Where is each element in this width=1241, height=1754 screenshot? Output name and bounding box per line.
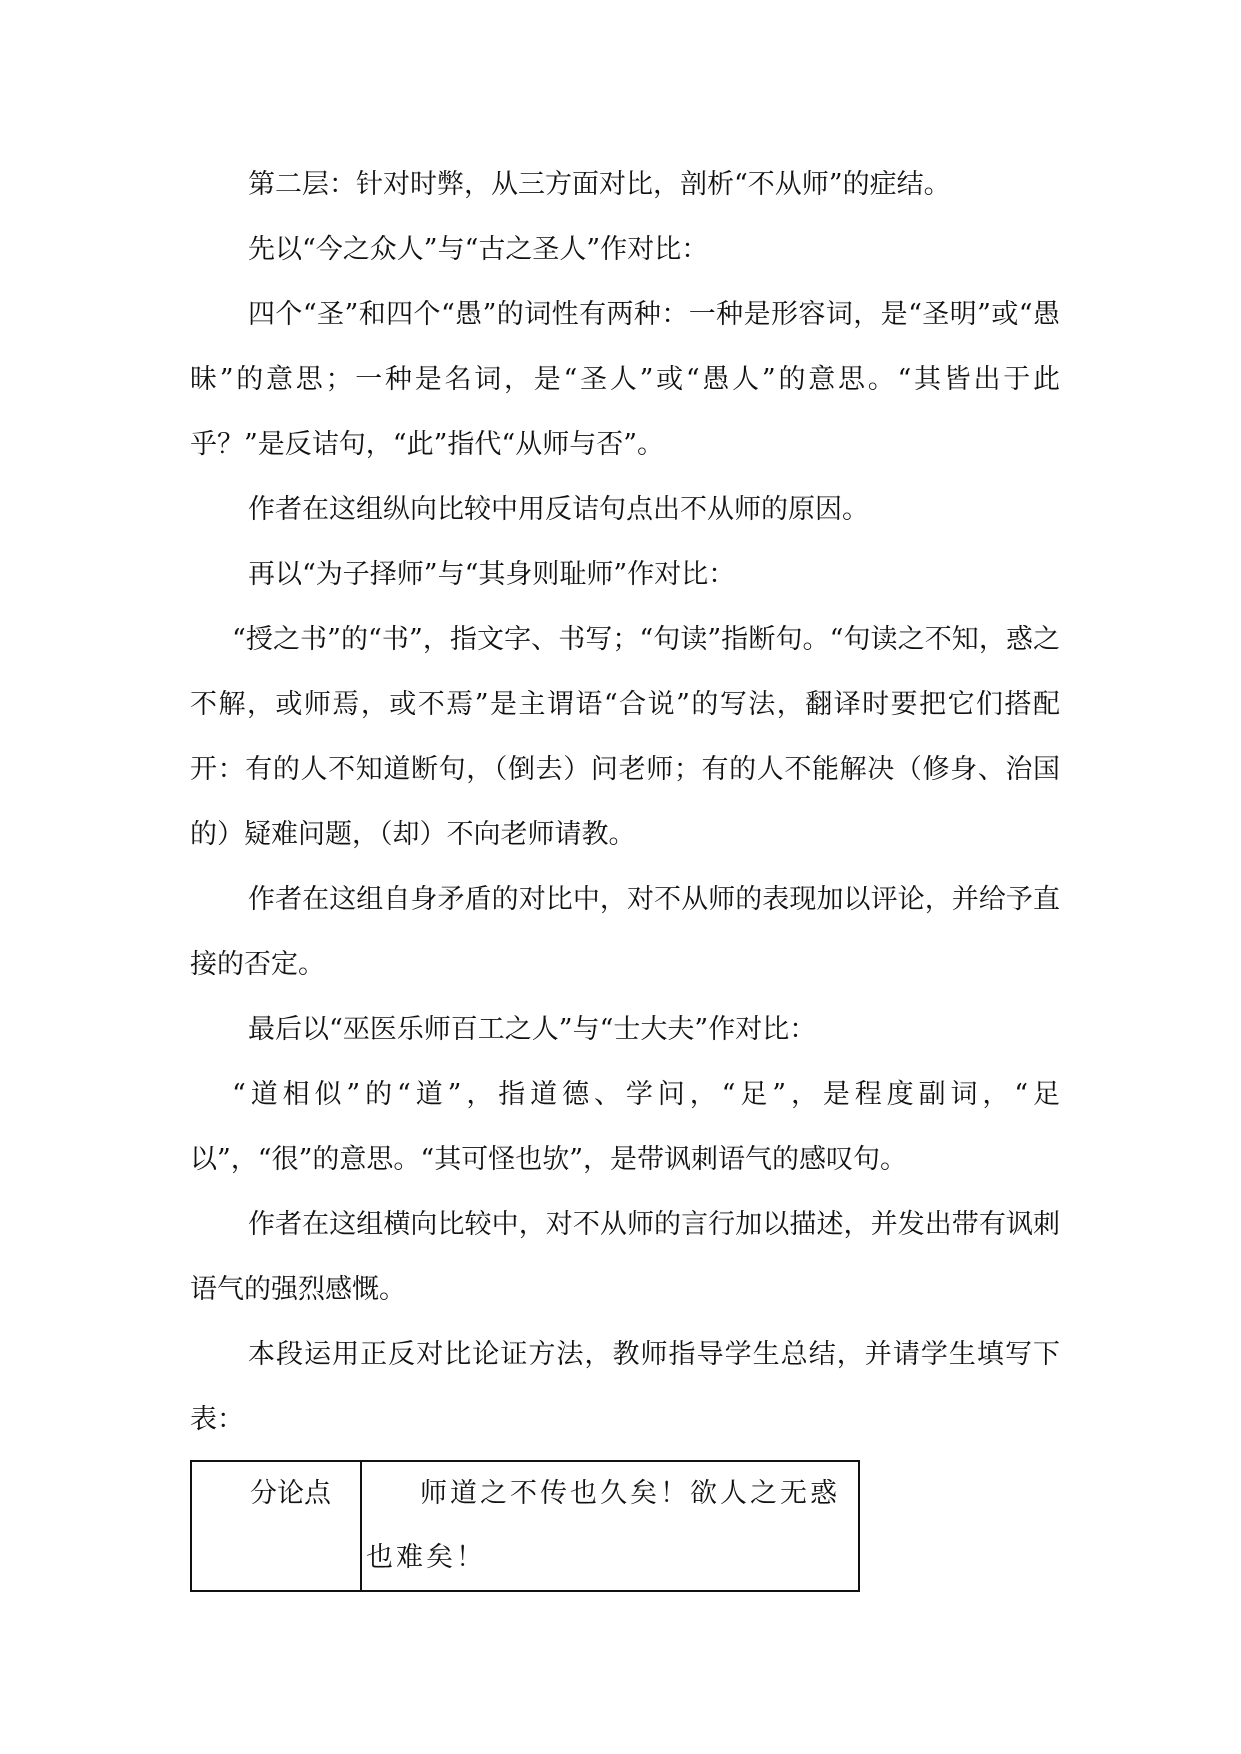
paragraph-third-contrast: 最后以“巫医乐师百工之人”与“士大夫”作对比： (248, 1014, 817, 1045)
paragraph-horizontal-comparison: 作者在这组横向比较中，对不从师的言行加以描述，并发出带有讽刺语气的强烈感慨。 (190, 1209, 1060, 1305)
paragraph-second-contrast: 再以“为子择师”与“其身则耻师”作对比： (248, 559, 736, 590)
paragraph-layer-two: 第二层：针对时弊，从三方面对比，剖析“不从师”的症结。 (248, 169, 951, 200)
paragraph-vertical-comparison: 作者在这组纵向比较中用反诘句点出不从师的原因。 (248, 494, 869, 525)
table-cell-value: 师道之不传也久矣！欲人之无惑也难矣！ (361, 1461, 859, 1591)
table-row (191, 1461, 859, 1591)
paragraph-dao-xiangsi: “道相似”的“道”，指道德、学问，“足”，是程度副词，“足以”，“很”的意思。“其可怪也欤”，是带讽刺语气的感叹句。 (190, 1079, 1060, 1175)
summary-table (190, 1460, 860, 1592)
paragraph-sheng-yu: 四个“圣”和四个“愚”的词性有两种：一种是形容词，是“圣明”或“愚昧”的意思；一种是名词，是“圣人”或“愚人”的意思。“其皆出于此乎？”是反诘句，“此”指代“从师与否”。 (190, 299, 1060, 460)
table-cell-label: 分论点 (191, 1461, 361, 1591)
paragraph-self-contradiction: 作者在这组自身矛盾的对比中，对不从师的表现加以评论，并给予直接的否定。 (190, 884, 1060, 980)
paragraph-shu-judou: “授之书”的“书”，指文字、书写；“句读”指断句。“句读之不知，惑之不解，或师焉，或不焉”是主谓语“合说”的写法，翻译时要把它们搭配开：有的人不知道断句，（倒去）问老师；有的人不能解决（修身、治国的）疑难问题，（却）不向老师请教。 (190, 624, 1060, 850)
document-body (190, 152, 1060, 1592)
paragraph-first-contrast: 先以“今之众人”与“古之圣人”作对比： (248, 234, 709, 265)
paragraph-summary-instruction: 本段运用正反对比论证方法，教师指导学生总结，并请学生填写下表： (190, 1339, 1060, 1435)
